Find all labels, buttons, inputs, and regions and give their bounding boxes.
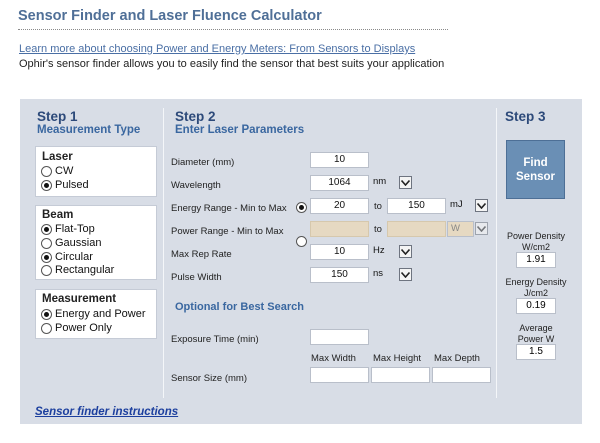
energy-unit-select[interactable]: mJ [450, 199, 463, 210]
beam-box-title: Beam [42, 209, 74, 221]
beam-option-rectangular[interactable] [41, 264, 114, 276]
exposure-input[interactable] [310, 329, 369, 345]
radio-icon[interactable] [41, 166, 52, 177]
title-divider [18, 29, 448, 30]
chevron-down-icon[interactable] [399, 245, 412, 258]
power-density-value: 1.91 [516, 252, 556, 268]
measurement-box-title: Measurement [42, 293, 117, 305]
energy-to-label: to [374, 201, 382, 212]
power-density-label-line1: Power Density [506, 231, 566, 241]
column-divider-1 [163, 108, 164, 398]
measurement-box [35, 289, 157, 339]
power-density-label-line2: W/cm2 [522, 241, 550, 252]
laser-option-cw-label: CW [55, 165, 74, 177]
rep-rate-unit-select[interactable]: Hz [373, 245, 385, 256]
diameter-input[interactable]: 10 [310, 152, 369, 168]
measurement-option-energy-power-label: Energy and Power [55, 308, 146, 320]
pulse-width-input[interactable]: 150 [310, 267, 369, 283]
intro-text: Ophir's sensor finder allows you to easily find the sensor that best suits your application [19, 58, 445, 70]
power-max-input[interactable] [387, 221, 446, 237]
radio-checked-icon[interactable] [41, 309, 52, 320]
pulse-width-unit-select[interactable]: ns [373, 268, 384, 279]
beam-option-flat-top-label: Flat-Top [55, 223, 95, 235]
power-min-input[interactable] [310, 221, 369, 237]
page-title: Sensor Finder and Laser Fluence Calculator [18, 8, 322, 24]
energy-density-label-line1: Energy Density [505, 277, 567, 287]
average-power-label [500, 323, 572, 344]
find-sensor-button-line2: Sensor [516, 170, 555, 183]
max-height-input[interactable] [371, 367, 430, 383]
step3-title: Step 3 [505, 109, 546, 124]
radio-icon[interactable] [41, 238, 52, 249]
wavelength-label: Wavelength [171, 180, 221, 191]
beam-option-rectangular-label: Rectangular [55, 264, 115, 276]
radio-checked-icon[interactable] [41, 252, 52, 263]
measurement-option-power-only[interactable] [41, 322, 112, 334]
rep-rate-input[interactable]: 10 [310, 244, 369, 260]
wavelength-input[interactable]: 1064 [310, 175, 369, 191]
beam-option-circular-label: Circular [55, 251, 93, 263]
energy-density-label [500, 277, 572, 298]
step1-subtitle: Measurement Type [37, 124, 141, 136]
laser-box [35, 146, 157, 197]
power-unit-select[interactable]: W [447, 221, 474, 237]
energy-max-input[interactable]: 150 [387, 198, 446, 214]
exposure-label: Exposure Time (min) [171, 334, 259, 345]
step2-subtitle: Enter Laser Parameters [175, 124, 305, 136]
radio-checked-icon[interactable] [41, 224, 52, 235]
rep-rate-label: Max Rep Rate [171, 249, 232, 260]
chevron-down-icon[interactable] [475, 222, 488, 235]
diameter-label: Diameter (mm) [171, 157, 235, 168]
chevron-down-icon[interactable] [399, 268, 412, 281]
power-range-radio[interactable] [296, 236, 307, 247]
average-power-label-line2: Power W [517, 333, 555, 344]
max-width-input[interactable] [310, 367, 369, 383]
energy-range-radio[interactable] [296, 202, 307, 213]
find-sensor-button[interactable] [506, 140, 565, 199]
step2-title: Step 2 [175, 109, 216, 124]
measurement-option-energy-power[interactable] [41, 308, 146, 320]
beam-box [35, 205, 157, 280]
beam-option-gaussian[interactable] [41, 237, 101, 249]
find-sensor-button-line1: Find [523, 156, 548, 169]
column-divider-2 [496, 108, 497, 398]
learn-more-link[interactable]: Learn more about choosing Power and Energy Meters: From Sensors to Displays [19, 43, 416, 55]
energy-density-label-line2: J/cm2 [523, 287, 548, 298]
laser-option-cw[interactable] [41, 165, 73, 177]
laser-box-title: Laser [42, 151, 73, 163]
radio-icon[interactable] [41, 265, 52, 276]
chevron-down-icon[interactable] [399, 176, 412, 189]
laser-option-pulsed-label: Pulsed [55, 179, 89, 191]
average-power-value: 1.5 [516, 344, 556, 360]
max-width-header: Max Width [311, 353, 356, 364]
laser-option-pulsed[interactable] [41, 179, 89, 191]
max-height-header: Max Height [373, 353, 422, 364]
wavelength-unit-select[interactable]: nm [373, 176, 387, 187]
max-depth-input[interactable] [432, 367, 491, 383]
pulse-width-label: Pulse Width [171, 272, 222, 283]
power-to-label: to [374, 224, 382, 235]
max-depth-header: Max Depth [434, 353, 480, 364]
power-density-label [500, 231, 572, 252]
radio-icon[interactable] [41, 323, 52, 334]
sensor-finder-instructions-link[interactable]: Sensor finder instructions [35, 406, 179, 418]
energy-min-input[interactable]: 20 [310, 198, 369, 214]
beam-option-circular[interactable] [41, 251, 93, 263]
average-power-label-line1: Average [519, 323, 553, 333]
beam-option-gaussian-label: Gaussian [55, 237, 102, 249]
beam-option-flat-top[interactable] [41, 223, 95, 235]
energy-density-value: 0.19 [516, 298, 556, 314]
sensor-size-label: Sensor Size (mm) [171, 373, 248, 384]
optional-section-title: Optional for Best Search [175, 301, 304, 313]
measurement-option-power-only-label: Power Only [55, 322, 112, 334]
step1-title: Step 1 [37, 109, 78, 124]
chevron-down-icon[interactable] [475, 199, 488, 212]
radio-checked-icon[interactable] [41, 180, 52, 191]
energy-range-label: Energy Range - Min to Max [171, 203, 287, 214]
power-range-label: Power Range - Min to Max [171, 226, 284, 237]
